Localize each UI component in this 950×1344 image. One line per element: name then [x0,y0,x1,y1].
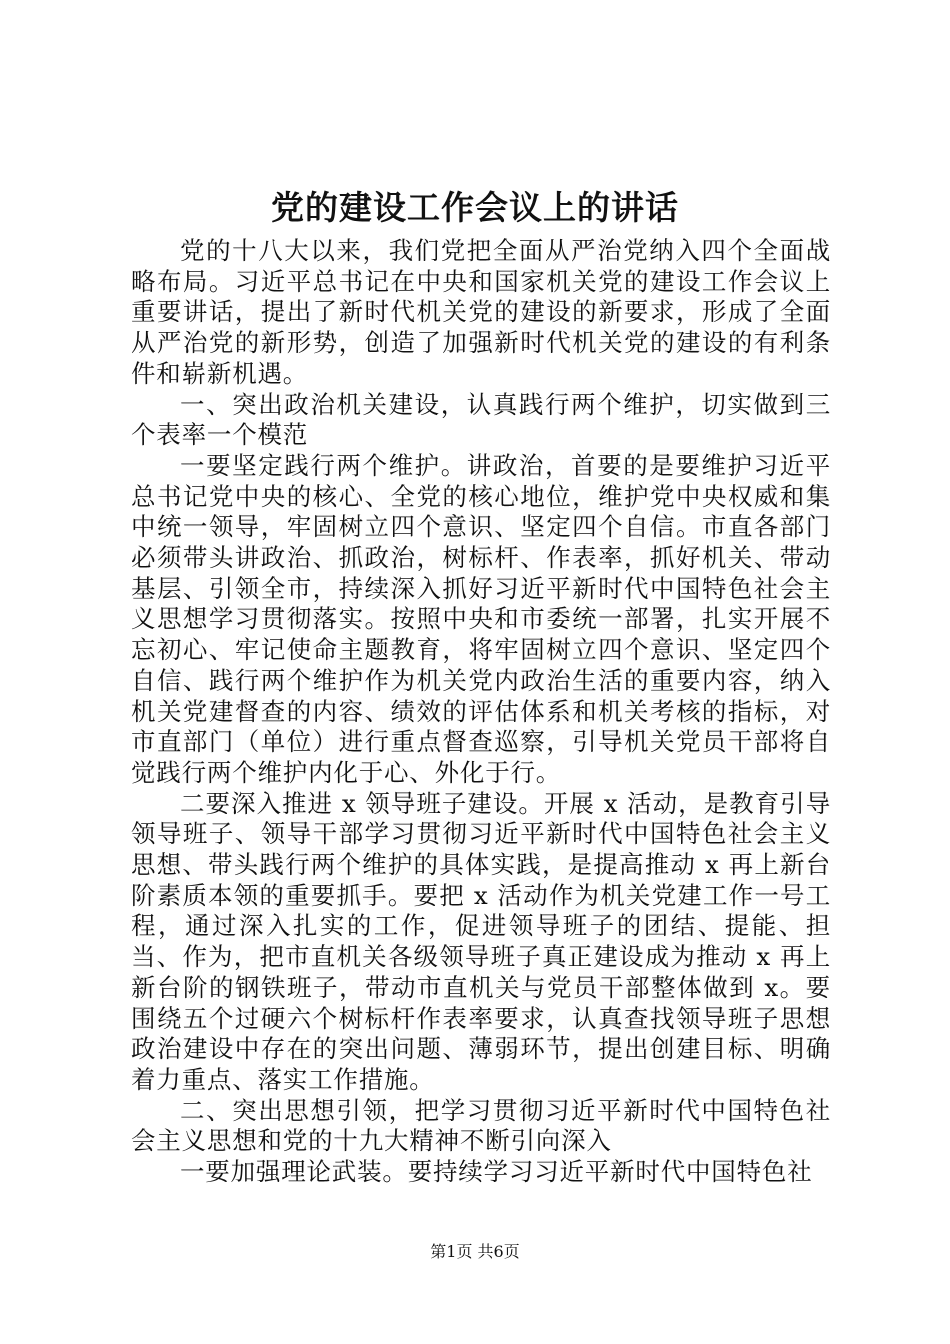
body-paragraph: 一要坚定践行两个维护。讲政治，首要的是要维护习近平总书记党中央的核心、全党的核心地位，维护党中央权威和集中统一领导，牢固树立四个意识、坚定四个自信。市直各部门必须带头讲政治、抓政治，树标杆、作表率，抓好机关、带动基层、引领全市，持续深入抓好习近平新时代中国特色社会主义思想学习贯彻落实。按照中央和市委统一部署，扎实开展不忘初心、牢记使命主题教育，将牢固树立四个意识、坚定四个自信、践行两个维护作为机关党内政治生活的重要内容，纳入机关党建督查的内容、绩效的评估体系和机关考核的指标，对市直部门（单位）进行重点督查巡察，引导机关党员干部将自觉践行两个维护内化于心、外化于行。 [131,450,831,787]
body-paragraph: 二要深入推进 x 领导班子建设。开展 x 活动，是教育引导领导班子、领导干部学习贯彻习近平新时代中国特色社会主义思想、带头践行两个维护的具体实践，是提高推动 x 再上新台阶素质本领的重要抓手。要把 x 活动作为机关党建工作一号工程，通过深入扎实的工作，促进领导班子的团结、提能、担当、作为，把市直机关各级领导班子真正建设成为推动 x 再上新台阶的钢铁班子，带动市直机关与党员干部整体做到 x。要围绕五个过硬六个树标杆作表率要求，认真查找领导班子思想政治建设中存在的突出问题、薄弱环节，提出创建目标、明确着力重点、落实工作措施。 [131,788,831,1094]
section-heading-1: 一、突出政治机关建设，认真践行两个维护，切实做到三个表率一个模范 [131,389,831,450]
page-number-footer: 第1页 共6页 [430,1242,520,1261]
body-paragraph: 一要加强理论武装。要持续学习习近平新时代中国特色社 [180,1157,813,1187]
document-title: 党的建设工作会议上的讲话 [271,188,679,227]
section-heading-2: 二、突出思想引领，把学习贯彻习近平新时代中国特色社会主义思想和党的十九大精神不断引向深入 [131,1095,831,1156]
document-body [131,236,831,1188]
intro-paragraph: 党的十八大以来，我们党把全面从严治党纳入四个全面战略布局。习近平总书记在中央和国家机关党的建设工作会议上重要讲话，提出了新时代机关党的建设的新要求，形成了全面从严治党的新形势，创造了加强新时代机关党的建设的有利条件和崭新机遇。 [131,236,831,388]
